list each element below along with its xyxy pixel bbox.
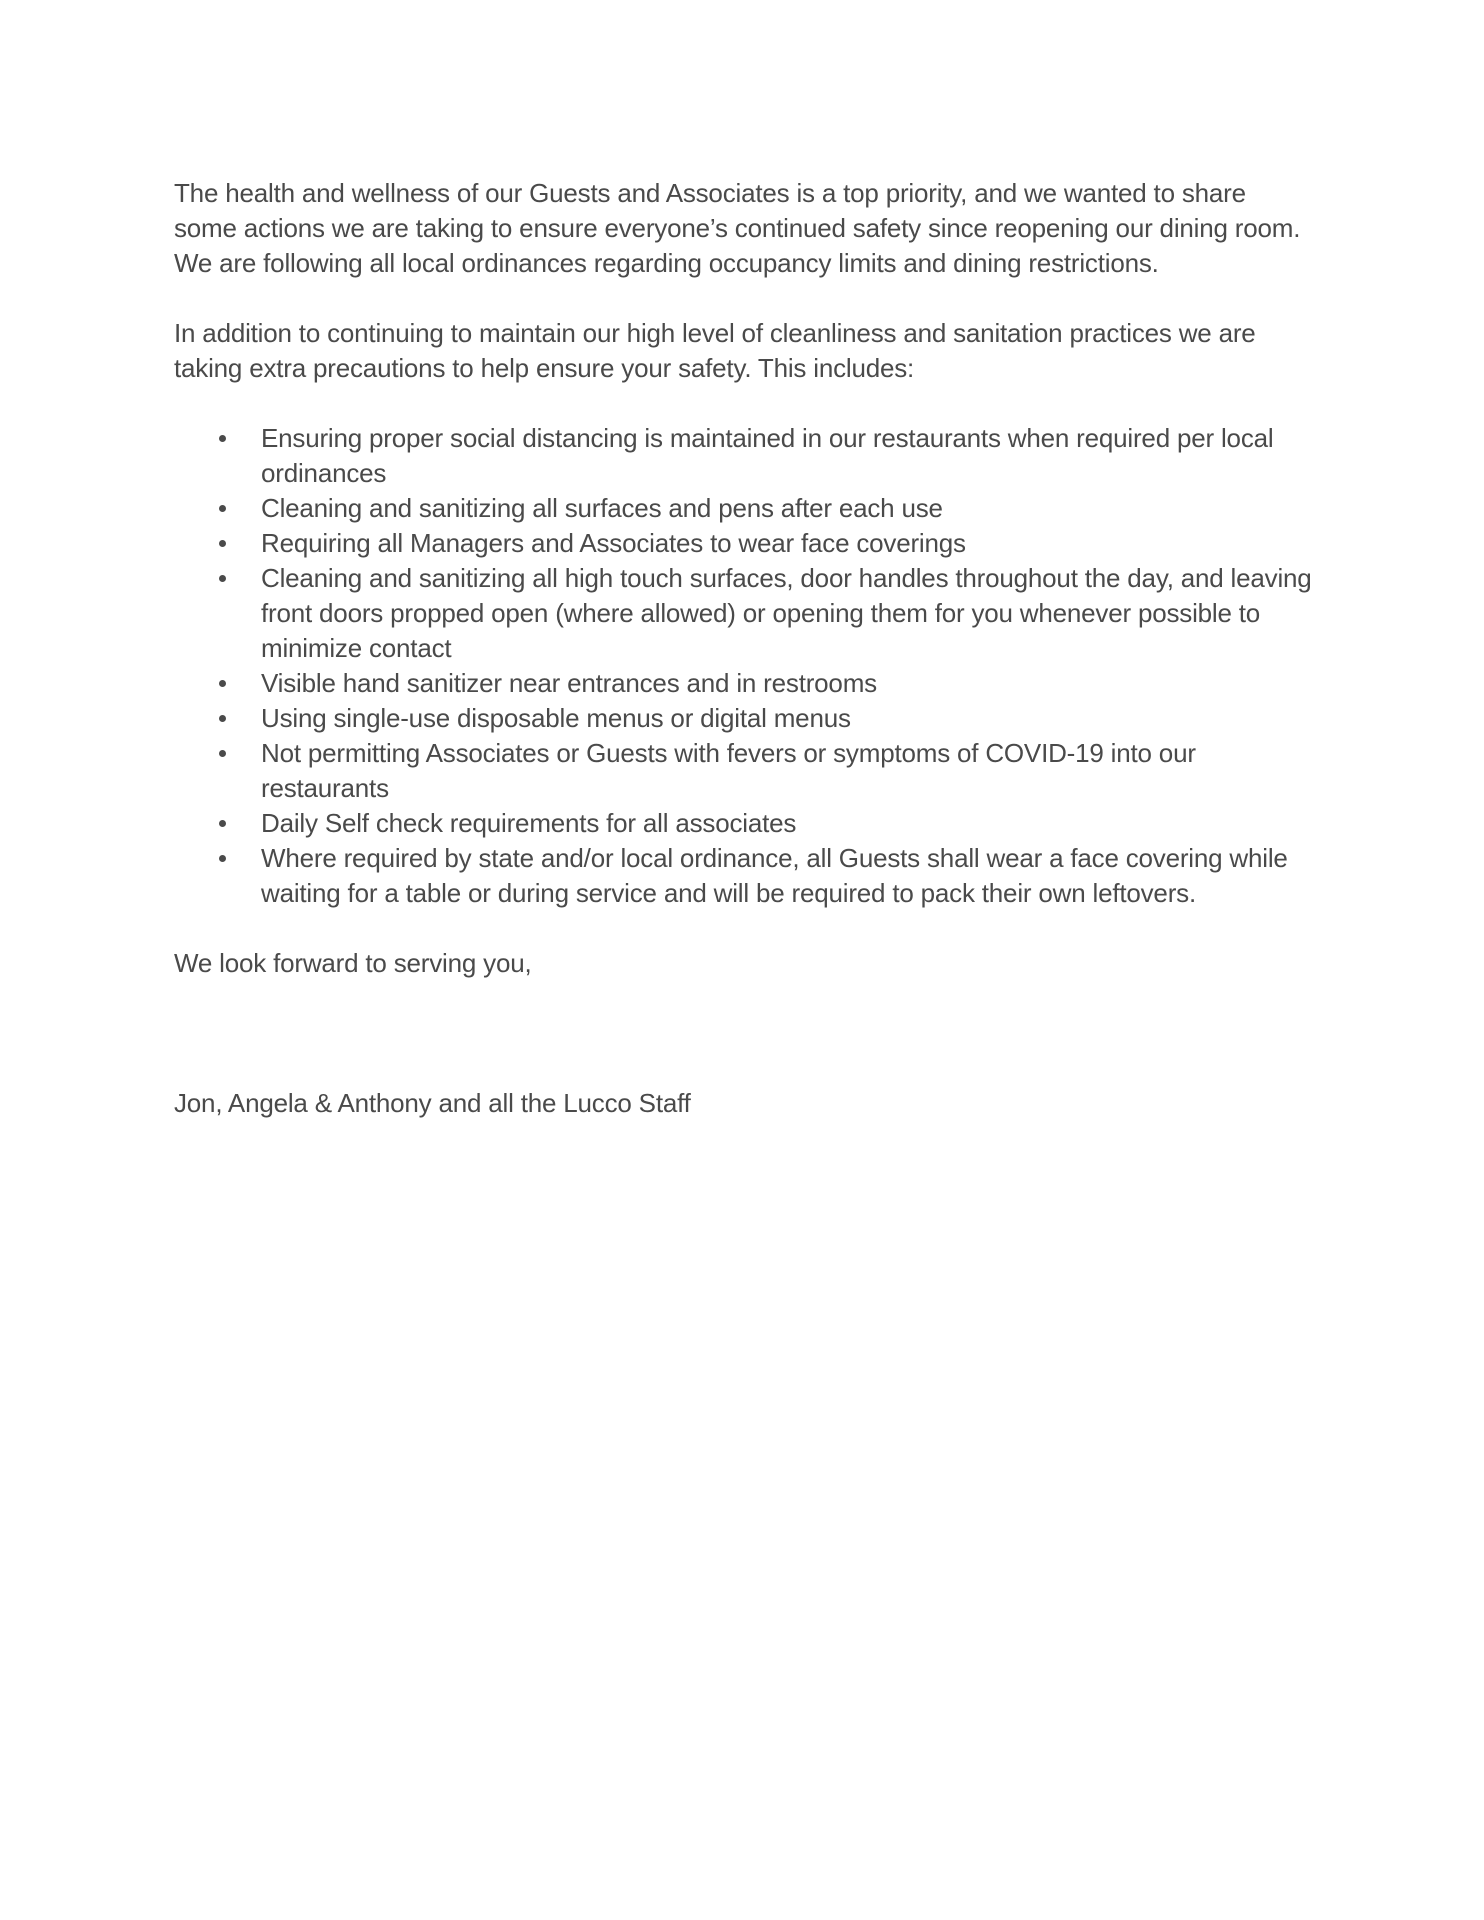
bullet-icon <box>219 505 226 512</box>
list-item-text: Requiring all Managers and Associates to wear face coverings <box>261 528 966 558</box>
bullet-icon <box>219 540 226 547</box>
precautions-list <box>174 421 1314 911</box>
list-item <box>174 666 1314 701</box>
bullet-icon <box>219 575 226 582</box>
letter-body <box>174 176 1314 1121</box>
bullet-icon <box>219 435 226 442</box>
list-item-text: Not permitting Associates or Guests with fevers or symptoms of COVID-19 into our restaurants <box>261 738 1196 803</box>
precautions-paragraph: In addition to continuing to maintain our high level of cleanliness and sanitation practices we are taking extra precautions to help ensure your safety. This includes: <box>174 318 1256 383</box>
list-item <box>174 701 1314 736</box>
list-item <box>174 841 1314 911</box>
list-item-text: Daily Self check requirements for all associates <box>261 808 797 838</box>
bullet-icon <box>219 855 226 862</box>
bullet-icon <box>219 715 226 722</box>
list-item-text: Where required by state and/or local ordinance, all Guests shall wear a face covering while waiting for a table or during service and will be required to pack their own leftovers. <box>261 843 1288 908</box>
bullet-icon <box>219 680 226 687</box>
list-item <box>174 806 1314 841</box>
list-item-text: Cleaning and sanitizing all surfaces and pens after each use <box>261 493 943 523</box>
list-item <box>174 736 1314 806</box>
list-item <box>174 526 1314 561</box>
list-item-text: Ensuring proper social distancing is maintained in our restaurants when required per local ordinances <box>261 423 1274 488</box>
closing-line: We look forward to serving you, <box>174 948 532 978</box>
signature-line: Jon, Angela & Anthony and all the Lucco Staff <box>174 1088 691 1118</box>
list-item-text: Cleaning and sanitizing all high touch surfaces, door handles throughout the day, and leaving front doors propped open (where allowed) or opening them for you whenever possible to minimize contact <box>261 563 1312 663</box>
list-item <box>174 421 1314 491</box>
intro-paragraph: The health and wellness of our Guests and Associates is a top priority, and we wanted to share some actions we are taking to ensure everyone’s continued safety since reopening our dining room. We are following all local ordinances regarding occupancy limits and dining restrictions. <box>174 178 1301 278</box>
list-item-text: Using single-use disposable menus or digital menus <box>261 703 851 733</box>
list-item-text: Visible hand sanitizer near entrances and in restrooms <box>261 668 877 698</box>
list-item <box>174 491 1314 526</box>
list-item <box>174 561 1314 666</box>
bullet-icon <box>219 750 226 757</box>
bullet-icon <box>219 820 226 827</box>
